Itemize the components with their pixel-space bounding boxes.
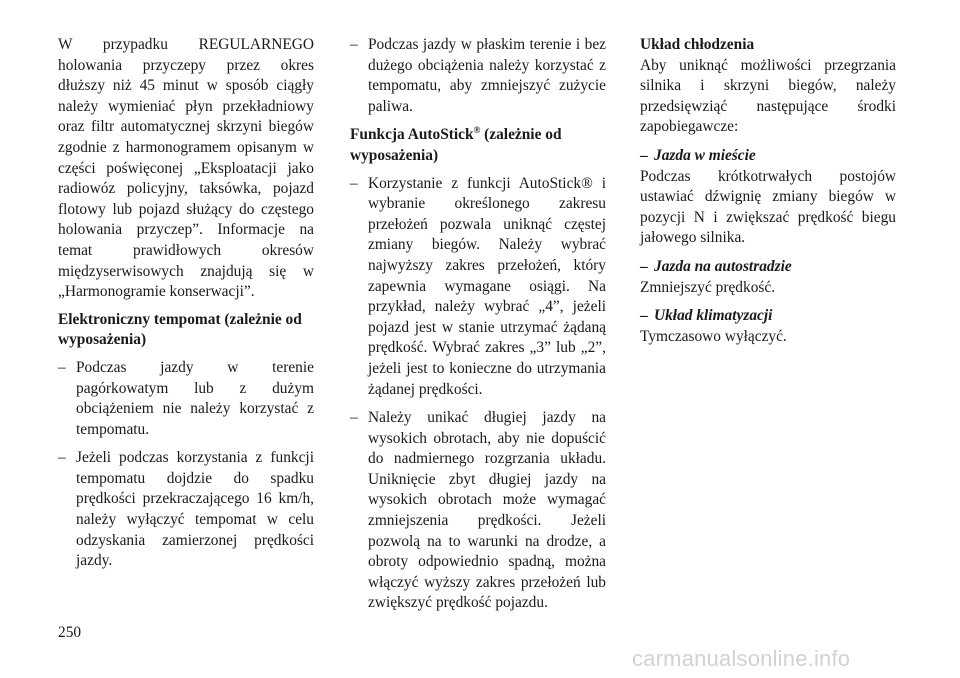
city-driving-text: Podczas krótkotrwałych postojów ustawiać dźwignię zmiany biegów w pozycji N i zwiększać prędkość biegu jałowego silnika. bbox=[640, 167, 896, 247]
list-item: – Należy unikać długiej jazdy na wysokich obrotach, aby nie dopuścić do nadmiernego rozgrzania układu. Uniknięcie zbyt długiej jazdy na wysokich obrotach może wymagać zmniejszenia prędkości. Jeżeli pozwolą na to warunki na drodze, a obroty odpowiednio spadną, można włączyć wyższy zakres przełożeń lub zwiększyć prędkość pojazdu. bbox=[350, 408, 606, 614]
cruise-control-list bbox=[58, 358, 314, 572]
list-item: – Podczas jazdy w płaskim terenie i bez dużego obciążenia należy korzystać z tempomatu, aby zmniejszyć zużycie paliwa. bbox=[350, 35, 606, 117]
highway-driving-text: Zmniejszyć prędkość. bbox=[640, 278, 776, 296]
registered-mark: ® bbox=[473, 125, 481, 136]
column-right bbox=[640, 35, 896, 354]
page-number: 250 bbox=[58, 624, 82, 641]
highway-driving-subheading: – Jazda na autostradzie bbox=[640, 257, 792, 275]
autostick-list bbox=[350, 174, 606, 614]
autostick-heading-tail: (zależnie od wyposażenia) bbox=[350, 126, 562, 164]
cruise-control-list-continued bbox=[350, 35, 606, 117]
list-item: – Jeżeli podczas korzystania z funkcji tempomatu dojdzie do spadku prędkości przekraczającego 16 km/h, należy wyłączyć tempomat w celu odzyskania zamierzonej prędkości jazdy. bbox=[58, 448, 314, 572]
cruise-control-heading: Elektroniczny tempomat (zależnie od wyposażenia) bbox=[58, 310, 302, 349]
column-left bbox=[58, 35, 314, 580]
autostick-heading bbox=[350, 125, 606, 166]
cooling-system-heading: Układ chłodzenia bbox=[640, 36, 755, 53]
watermark: carmanualsonline.info bbox=[632, 646, 851, 671]
air-conditioning-text: Tymczasowo wyłączyć. bbox=[640, 327, 787, 345]
cooling-intro: Aby uniknąć możliwości przegrzania silnika i skrzyni biegów, należy przedsięwziąć następujące środki zapobiegawcze: bbox=[640, 56, 896, 136]
air-conditioning-subheading: – Układ klimatyzacji bbox=[640, 307, 773, 325]
list-item: – Podczas jazdy w terenie pagórkowatym lub z dużym obciążeniem nie należy korzystać z tempomatu. bbox=[58, 358, 314, 440]
column-middle bbox=[350, 35, 606, 622]
autostick-heading-main: Funkcja AutoStick bbox=[350, 126, 474, 144]
list-item: – Korzystanie z funkcji AutoStick® i wybranie określonego zakresu przełożeń pozwala uniknąć częstej zmiany biegów. Należy wybrać najwyższy zakres przełożeń, który zapewnia wymagane osiągi. Na przykład, należy wybrać „4”, jeżeli pojazd jest w stanie utrzymać żądaną prędkość. Wybrać zakres „3” lub „2”, jeżeli jest to konieczne do utrzymania żądanej prędkości. bbox=[350, 174, 606, 401]
city-driving-subheading: – Jazda w mieście bbox=[640, 146, 756, 164]
towing-paragraph: W przypadku REGULARNEGO holowania przyczepy przez okres dłuższy niż 45 minut w sposób ciągły należy wymieniać płyn przekładniowy oraz filtr automatycznej skrzyni biegów zgodnie z harmonogramem opisanym w części poświęconej „Eksploatacji jako radiowóz policyjny, taksówka, pojazd flotowy lub pojazd służący do częstego holowania przyczep”. Informacje na temat prawidłowych okresów międzyserwisowych znajdują się w „Harmonogramie konserwacji”. bbox=[58, 36, 314, 301]
